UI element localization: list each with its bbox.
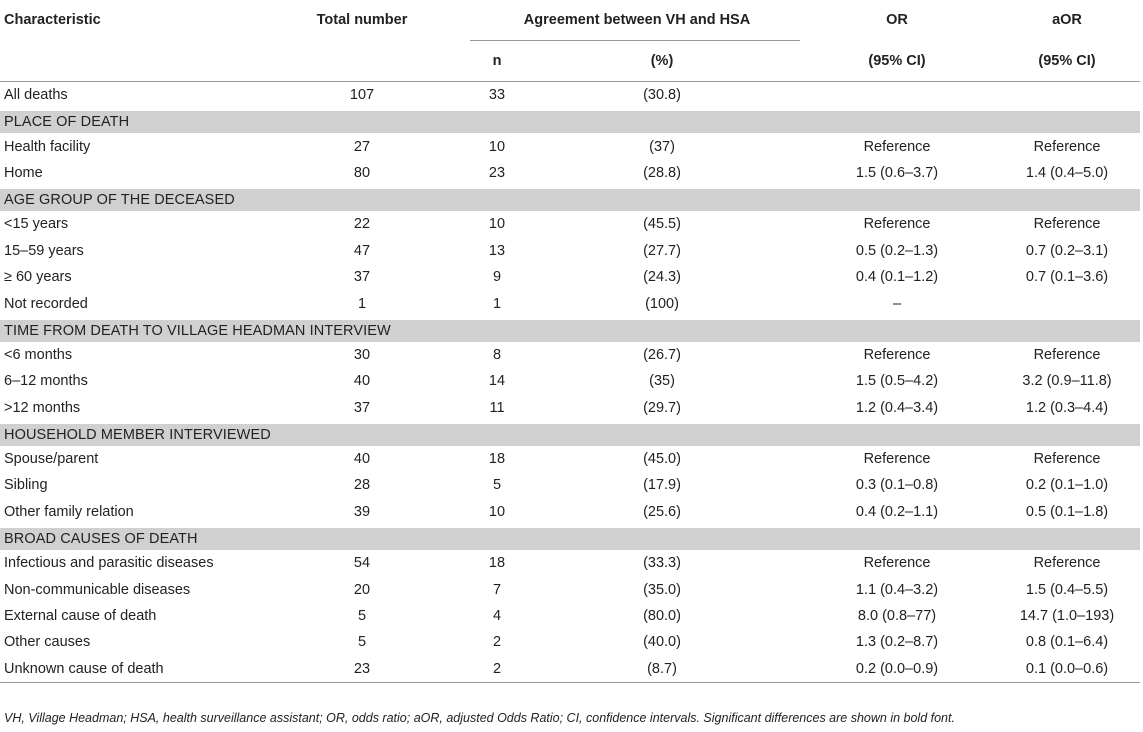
row-or: 0.3 (0.1–0.8) <box>855 477 939 494</box>
section-title: HOUSEHOLD MEMBER INTERVIEWED <box>0 424 1140 446</box>
col-pct: (%) <box>650 53 674 69</box>
row-aor: 0.8 (0.1–6.4) <box>1025 634 1109 651</box>
section-header <box>0 189 1140 211</box>
table-row <box>0 472 1140 498</box>
row-aor: Reference <box>1033 216 1101 233</box>
row-aor: 3.2 (0.9–11.8) <box>1022 373 1112 390</box>
row-pct: (45.0) <box>643 451 681 468</box>
section-title: AGE GROUP OF THE DECEASED <box>0 189 1140 211</box>
row-n: 8 <box>492 346 502 363</box>
row-label: Non-communicable diseases <box>4 581 191 598</box>
row-label: 6–12 months <box>4 373 88 390</box>
col-or-ci: (95% CI) <box>868 52 926 69</box>
row-n: 5 <box>492 477 502 494</box>
table-row <box>0 368 1140 394</box>
row-or: 0.2 (0.0–0.9) <box>800 656 990 683</box>
row-label: <6 months <box>4 346 73 363</box>
row-total: 37 <box>353 399 371 416</box>
row-aor: Reference <box>1033 138 1101 155</box>
table-row <box>0 211 1140 237</box>
table-footnote: VH, Village Headman; HSA, health surveillance assistant; OR, odds ratio; aOR, adjusted Odds Ratio; CI, confidence intervals. Significant differences are shown in bold font. <box>4 711 955 725</box>
row-n: 18 <box>488 451 506 468</box>
row-or: Reference <box>863 216 931 233</box>
table-row <box>0 656 1140 683</box>
row-label: <15 years <box>4 216 69 233</box>
col-aor-ci: (95% CI) <box>1038 52 1096 69</box>
row-n: 10 <box>488 138 506 155</box>
row-label: Other causes <box>4 634 91 651</box>
row-n: 9 <box>492 269 502 286</box>
header-row-2 <box>0 41 1140 82</box>
row-or: 1.2 (0.4–3.4) <box>855 399 939 416</box>
row-n: 2 <box>492 634 502 651</box>
row-pct: (45.5) <box>643 216 681 233</box>
row-pct: (25.6) <box>643 503 681 520</box>
row-aor: 0.7 (0.2–3.1) <box>1025 242 1109 259</box>
row-pct: (33.3) <box>643 555 681 572</box>
row-total: 107 <box>349 87 375 104</box>
table-row <box>0 395 1140 421</box>
row-pct: (35.0) <box>643 581 681 598</box>
section-title: PLACE OF DEATH <box>0 111 1140 133</box>
row-pct: (24.3) <box>643 269 681 286</box>
row-aor: 0.1 (0.0–0.6) <box>990 656 1140 683</box>
row-label: 15–59 years <box>4 242 84 259</box>
row-or: 1.1 (0.4–3.2) <box>855 581 939 598</box>
row-n: 10 <box>488 216 506 233</box>
col-or: OR <box>886 12 908 29</box>
table-row <box>0 576 1140 602</box>
row-n: 23 <box>488 164 506 181</box>
header-row-1 <box>0 0 1140 41</box>
row-pct: (17.9) <box>643 477 681 494</box>
row-aor <box>990 290 1140 316</box>
table-row <box>0 264 1140 290</box>
section-header <box>0 528 1140 550</box>
section-header <box>0 424 1140 446</box>
row-label: >12 months <box>4 399 81 416</box>
row-pct: (100) <box>645 295 679 312</box>
row-pct: (37) <box>649 138 675 155</box>
row-total: 37 <box>353 269 371 286</box>
table-row-all-deaths <box>0 82 1140 109</box>
row-total: 54 <box>353 555 371 572</box>
row-total: 22 <box>353 216 371 233</box>
table-row <box>0 499 1140 525</box>
row-label: ≥ 60 years <box>4 269 72 286</box>
row-aor: 1.2 (0.3–4.4) <box>1025 399 1109 416</box>
row-pct: (26.7) <box>643 346 681 363</box>
row-total: 40 <box>353 451 371 468</box>
row-pct: (35) <box>649 373 675 390</box>
row-label: Unknown cause of death <box>0 656 250 683</box>
row-aor: Reference <box>1033 555 1101 572</box>
row-or: – <box>892 295 902 312</box>
col-agreement: Agreement between VH and HSA <box>470 0 800 41</box>
col-aor: aOR <box>1052 12 1082 29</box>
table-row <box>0 342 1140 368</box>
table-row <box>0 238 1140 264</box>
section-title: BROAD CAUSES OF DEATH <box>0 528 1140 550</box>
row-or: Reference <box>863 138 931 155</box>
row-or: Reference <box>863 451 931 468</box>
row-n: 4 <box>492 608 502 625</box>
row-label: Home <box>4 164 43 181</box>
row-total: 30 <box>353 346 371 363</box>
row-or: 0.4 (0.1–1.2) <box>855 269 939 286</box>
row-or: 1.5 (0.6–3.7) <box>855 164 939 181</box>
row-or: Reference <box>863 346 931 363</box>
table-row <box>0 603 1140 629</box>
row-or: 1.3 (0.2–8.7) <box>855 634 939 651</box>
col-n: n <box>492 53 502 69</box>
row-total: 5 <box>357 608 367 625</box>
col-characteristic: Characteristic <box>4 12 101 29</box>
row-total: 5 <box>357 634 367 651</box>
row-label: Health facility <box>4 138 91 155</box>
row-pct: (27.7) <box>643 242 681 259</box>
row-n: 13 <box>488 242 506 259</box>
row-aor: Reference <box>1033 451 1101 468</box>
row-label: Other family relation <box>4 503 134 520</box>
row-aor: 0.5 (0.1–1.8) <box>1025 503 1109 520</box>
row-or: 0.5 (0.2–1.3) <box>855 242 939 259</box>
row-pct: (40.0) <box>643 634 681 651</box>
row-total: 20 <box>353 581 371 598</box>
row-n: 7 <box>492 581 502 598</box>
row-n: 33 <box>488 87 506 104</box>
section-header <box>0 111 1140 133</box>
row-aor: Reference <box>1033 346 1101 363</box>
row-label: Infectious and parasitic diseases <box>4 555 214 572</box>
row-total: 39 <box>353 503 371 520</box>
row-n: 18 <box>488 555 506 572</box>
row-aor: 0.7 (0.1–3.6) <box>1025 269 1109 286</box>
row-pct: (30.8) <box>643 87 681 104</box>
row-pct: (28.8) <box>643 164 681 181</box>
row-label: All deaths <box>4 87 68 104</box>
row-or: 1.5 (0.5–4.2) <box>855 373 939 390</box>
table-row <box>0 290 1140 316</box>
table-row <box>0 629 1140 655</box>
row-pct: (29.7) <box>643 399 681 416</box>
row-total: 28 <box>353 477 371 494</box>
row-aor: 1.4 (0.4–5.0) <box>1025 164 1109 181</box>
row-or: 8.0 (0.8–77) <box>857 608 937 625</box>
row-aor: 1.5 (0.4–5.5) <box>1025 581 1109 598</box>
table-row <box>0 133 1140 159</box>
row-total: 40 <box>353 373 371 390</box>
section-header <box>0 320 1140 342</box>
row-pct: (8.7) <box>520 656 800 683</box>
row-n: 10 <box>488 503 506 520</box>
row-pct: (80.0) <box>643 608 681 625</box>
row-or: 0.4 (0.2–1.1) <box>855 503 939 520</box>
row-total: 47 <box>353 242 371 259</box>
row-label: External cause of death <box>4 608 157 625</box>
row-label: Not recorded <box>4 295 88 312</box>
row-aor: 0.2 (0.1–1.0) <box>1025 477 1109 494</box>
row-total: 80 <box>353 164 371 181</box>
row-or <box>800 82 990 109</box>
table-row <box>0 550 1140 576</box>
row-n: 11 <box>489 399 505 416</box>
row-n: 14 <box>488 373 506 390</box>
row-total: 23 <box>250 656 470 683</box>
row-label: Spouse/parent <box>4 451 99 468</box>
row-n: 2 <box>470 656 520 683</box>
row-label: Sibling <box>4 477 48 494</box>
row-n: 1 <box>492 295 502 312</box>
row-aor: 14.7 (1.0–193) <box>1019 608 1115 625</box>
row-or: Reference <box>863 555 931 572</box>
table-row <box>0 446 1140 472</box>
table-row <box>0 160 1140 186</box>
section-title: TIME FROM DEATH TO VILLAGE HEADMAN INTERVIEW <box>0 320 1140 342</box>
row-total: 1 <box>357 295 367 312</box>
col-total-number: Total number <box>316 12 408 29</box>
row-aor <box>990 82 1140 109</box>
row-total: 27 <box>353 138 371 155</box>
